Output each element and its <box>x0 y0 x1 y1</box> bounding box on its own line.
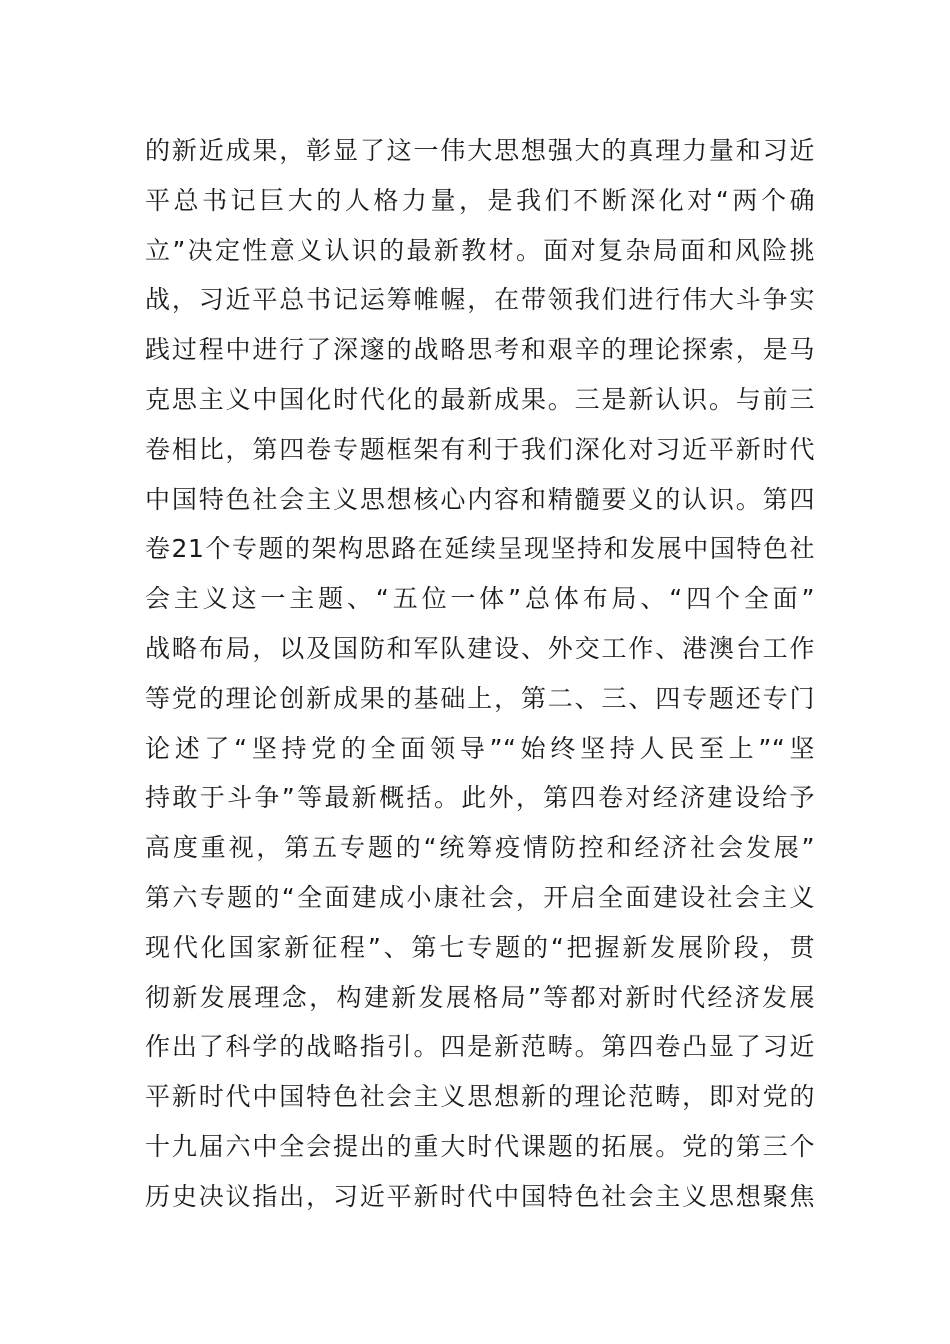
text-line: 克思主义中国化时代化的最新成果。三是新认识。与前三 <box>145 384 815 414</box>
text-line: 践过程中进行了深邃的战略思考和艰辛的理论探索，是马 <box>145 335 815 365</box>
text-line: 战略布局，以及国防和军队建设、外交工作、港澳台工作 <box>145 633 815 663</box>
text-line: 的新近成果，彰显了这一伟大思想强大的真理力量和习近 <box>145 136 815 165</box>
text-line: 历史决议指出，习近平新时代中国特色社会主义思想聚焦 <box>145 1181 815 1211</box>
text-line: 卷21个专题的架构思路在延续呈现坚持和发展中国特色社 <box>145 534 815 564</box>
text-line: 高度重视，第五专题的“统筹疫情防控和经济社会发展” <box>145 833 815 863</box>
text-line: 平新时代中国特色社会主义思想新的理论范畴，即对党的 <box>145 1082 815 1112</box>
text-line: 持敢于斗争”等最新概括。此外，第四卷对经济建设给予 <box>145 783 815 813</box>
text-line: 彻新发展理念，构建新发展格局”等都对新时代经济发展 <box>145 982 815 1012</box>
text-line: 论述了“坚持党的全面领导”“始终坚持人民至上”“坚 <box>145 733 815 763</box>
text-line: 现代化国家新征程”、第七专题的“把握新发展阶段，贯 <box>145 932 815 962</box>
text-line: 作出了科学的战略指引。四是新范畴。第四卷凸显了习近 <box>145 1032 815 1062</box>
text-line: 会主义这一主题、“五位一体”总体布局、“四个全面” <box>145 584 815 614</box>
text-line: 平总书记巨大的人格力量，是我们不断深化对“两个确 <box>145 185 815 215</box>
text-line: 等党的理论创新成果的基础上，第二、三、四专题还专门 <box>145 683 815 713</box>
text-line: 卷相比，第四卷专题框架有利于我们深化对习近平新时代 <box>145 434 815 464</box>
body-text <box>145 126 815 1222</box>
text-line: 十九届六中全会提出的重大时代课题的拓展。党的第三个 <box>145 1131 815 1161</box>
text-line: 中国特色社会主义思想核心内容和精髓要义的认识。第四 <box>145 484 815 514</box>
text-line: 第六专题的“全面建成小康社会，开启全面建设社会主义 <box>145 882 815 912</box>
text-line: 战，习近平总书记运筹帷幄，在带领我们进行伟大斗争实 <box>145 285 815 315</box>
text-line: 立”决定性意义认识的最新教材。面对复杂局面和风险挑 <box>145 235 815 265</box>
